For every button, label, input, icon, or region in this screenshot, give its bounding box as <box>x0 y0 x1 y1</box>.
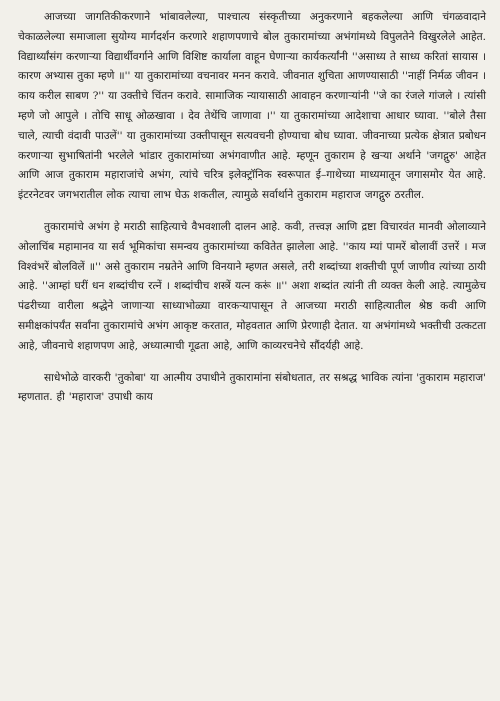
paragraph-gap <box>18 357 486 369</box>
paragraph-2: तुकारामांचे अभंग हे मराठी साहित्याचे वैभवशाली दालन आहे. कवी, तत्त्वज्ञ आणि द्रष्टा विचारवंत मानवी ओलाव्याने ओलाचिंब महामानव या सर्व भूमिकांचा समन्वय तुकारामांच्या कवितेत झालेला आहे. ''काय म्यां पामरें बोलावीं उत्तरें । मज विश्वंभरें बोलविलें ॥'' असे तुकाराम नम्रतेने आणि विनयाने म्हणत असले, तरी शब्दांच्या शक्तीची पूर्ण जाणीव त्यांच्या ठायी आहे. ''आम्हां घरीं धन शब्दांचीच रत्नें । शब्दांचीच शस्त्रें यत्न करूं ॥'' अशा शब्दांत त्यांनी ती व्यक्त केली आहे. त्यामुळेच पंढरीच्या वारीला श्रद्धेने जाणाऱ्या साध्याभोळ्या वारकऱ्यापासून ते आजच्या मराठी साहित्यातील श्रेष्ठ कवी आणि समीक्षकांपर्यंत सर्वांना तुकारामांचे अभंग आकृष्ट करतात, मोहवतात आणि प्रेरणाही देतात. या अभंगांमध्ये भक्तीची उत्कटता आहे, जीवनाचे शहाणपण आहे, अध्यात्माची गूढता आहे, आणि काव्यरचनेचे सौंदर्यही आहे. <box>18 220 486 352</box>
paragraph-gap <box>18 206 486 218</box>
paragraph-1: आजच्या जागतिकीकरणाने भांबावलेल्या, पाश्चात्य संस्कृतीच्या अनुकरणाने बहकलेल्या आणि चंगळवादाने चेकाळलेल्या समाजाला सुयोग्य मार्गदर्शन करणारे शहाणपणाचे बोल तुकारामांच्या अभंगांमध्ये विपुलतेने विखुरलेले आहेत. विद्यार्थ्यांसंग करणाऱ्या विद्यार्थीवर्गाने आणि विशिष्ट कार्याला वाहून घेणाऱ्या कार्यकर्त्यांनी ''असाध्य ते साध्य करितां सायास । कारण अभ्यास तुका म्हणे ॥'' या तुकारामांच्या वचनावर मनन करावे. जीवनात शुचिता आणण्यासाठी ''नाहीं निर्मळ जीवन । काय करील साबण ?'' या उक्तीचे चिंतन करावे. सामाजिक न्यायासाठी आवाहन करणाऱ्यांनी ''जे का रंजले गांजले । त्यांसी म्हणे जो आपुले । तोचि साधू ओळखावा । देव तेथेंचि जाणावा ।'' या तुकारामांच्या आदेशाचा आधार घ्यावा. ''बोले तैसा चाले, त्याची वंदावी पाउलें'' या तुकारामांच्या उक्तीपासून सत्यवचनी होण्याचा बोध घ्यावा. जीवनाच्या प्रत्येक क्षेत्रात प्रबोधन करणाऱ्या सुभाषितांनी भरलेले भांडार तुकारामांच्या अभंगवाणीत आहे. म्हणून तुकाराम हे खऱ्या अर्थाने 'जगद्गुरु' आहेत आणि आज तुकाराम महाराजांचे अभंग, त्यांचे चरित्र इलेक्ट्रॉनिक स्वरूपात ई–गाथेच्या माध्यमातून जगासमोर येत आहे. इंटरनेटवर जगभरातील लोक त्याचा लाभ घेऊ शकतील, त्यामुळे सर्वार्थाने तुकाराम महाराज जगद्गुरु ठरतील. <box>18 11 486 202</box>
paragraph-3: साधेभोळे वारकरी 'तुकोबा' या आत्मीय उपाधीने तुकारामांना संबोधतात, तर सश्रद्ध भाविक त्यांना 'तुकाराम महाराज' म्हणतात. ही 'महाराज' उपाधी काय <box>18 371 486 404</box>
